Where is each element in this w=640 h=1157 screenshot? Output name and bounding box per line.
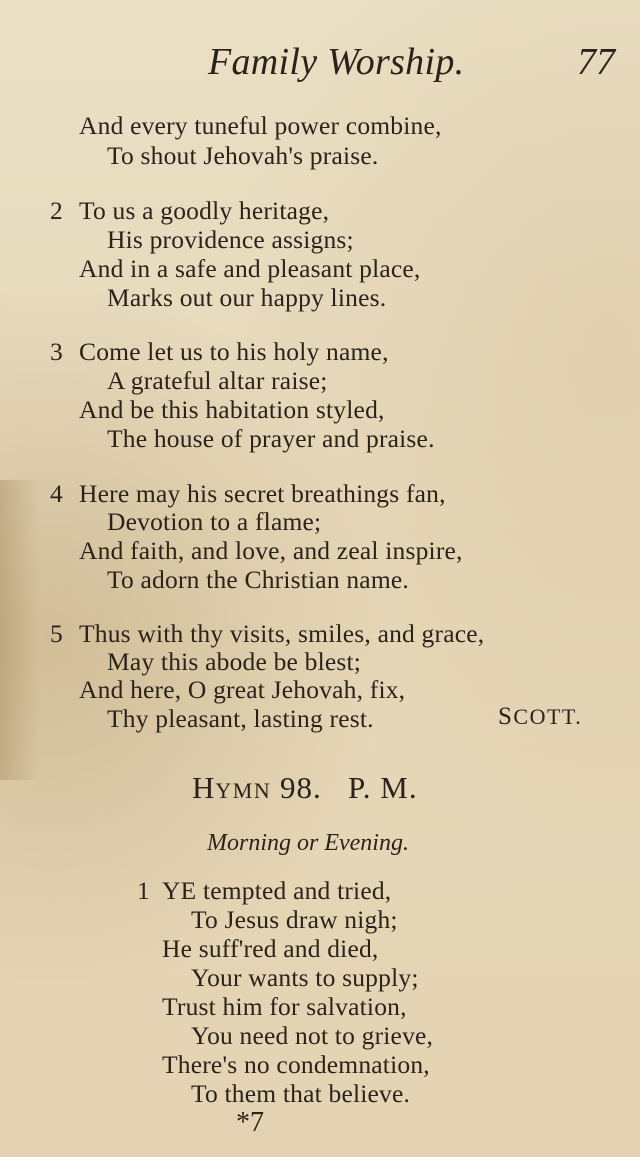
verse-line: And faith, and love, and zeal inspire,	[79, 536, 463, 565]
verse-line: To Jesus draw nigh;	[191, 905, 398, 934]
stanza-number: 5	[50, 619, 63, 648]
author-rest: COTT.	[513, 704, 583, 729]
verse-line: Thus with thy visits, smiles, and grace,	[79, 619, 485, 648]
verse-line: YE tempted and tried,	[162, 876, 392, 905]
verse-line: To adorn the Christian name.	[107, 565, 409, 594]
verse-line: And in a safe and pleasant place,	[79, 254, 421, 283]
hymn-heading	[192, 770, 418, 806]
verse-line: The house of prayer and praise.	[107, 424, 435, 453]
verse-line: He suff'red and died,	[162, 934, 379, 963]
page-stain	[0, 480, 40, 780]
verse-line: And here, O great Jehovah, fix,	[79, 675, 406, 704]
verse-line: Devotion to a flame;	[107, 507, 322, 536]
stanza-number: 1	[137, 876, 150, 905]
verse-line: You need not to grieve,	[191, 1021, 434, 1050]
hymn-word-initial: H	[192, 770, 216, 805]
verse-line: To us a goodly heritage,	[79, 196, 330, 225]
verse-line: And be this habitation styled,	[79, 395, 385, 424]
hymn-subtitle: Morning or Evening.	[207, 830, 409, 856]
running-header-title: Family Worship.	[208, 41, 465, 83]
verse-line: There's no condemnation,	[162, 1050, 430, 1079]
verse-line: Your wants to supply;	[191, 963, 419, 992]
stanza-number: 2	[50, 196, 63, 225]
verse-line: And every tuneful power combine,	[79, 111, 442, 140]
hymn-word-rest: YMN	[215, 778, 272, 803]
hymn-number: 98.	[279, 770, 322, 805]
verse-line: Trust him for salvation,	[162, 992, 407, 1021]
verse-line: May this abode be blest;	[107, 647, 362, 676]
verse-line: Come let us to his holy name,	[79, 337, 389, 366]
signature-mark: *7	[236, 1107, 264, 1138]
verse-line: Thy pleasant, lasting rest.	[107, 704, 374, 733]
stanza-number: 3	[50, 337, 63, 366]
hymn-meter: P. M.	[347, 770, 418, 805]
page-number: 77	[577, 41, 615, 83]
verse-line: To them that believe.	[191, 1079, 411, 1108]
verse-line: Marks out our happy lines.	[107, 283, 387, 312]
verse-line: To shout Jehovah's praise.	[107, 141, 379, 170]
verse-line: Here may his secret breathings fan,	[79, 479, 446, 508]
verse-line: His providence assigns;	[107, 225, 354, 254]
author-attribution	[498, 703, 582, 731]
stanza-number: 4	[50, 479, 63, 508]
author-initial: S	[498, 703, 514, 730]
verse-line: A grateful altar raise;	[107, 366, 328, 395]
